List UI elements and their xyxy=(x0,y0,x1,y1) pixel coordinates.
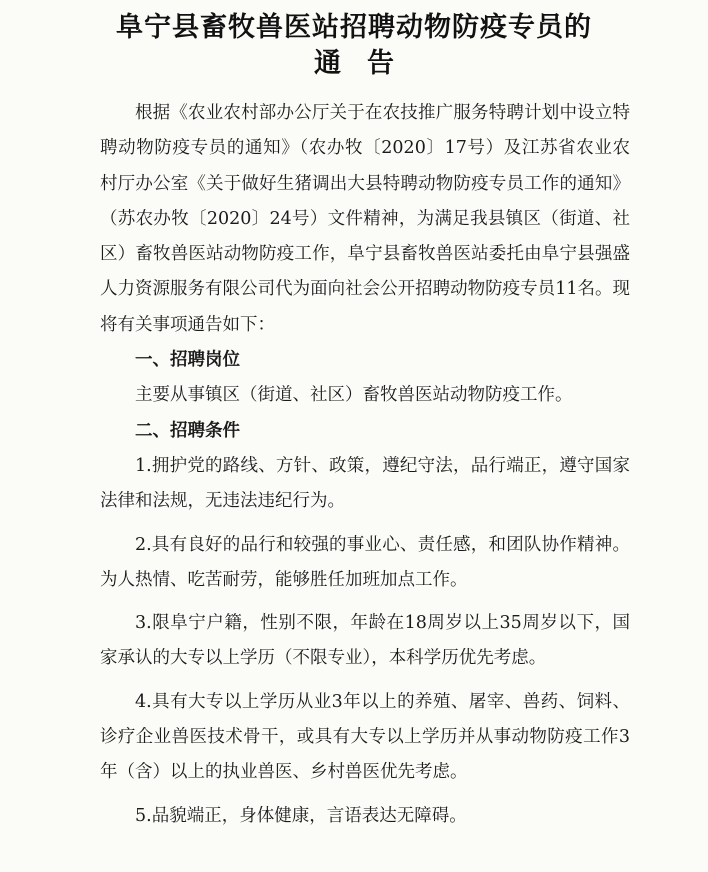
section-1-heading: 一、招聘岗位 xyxy=(135,350,240,371)
document-body xyxy=(0,82,708,834)
condition-item: 4.具有大专以上学历从业3年以上的养殖、屠宰、兽药、饲料、诊疗企业兽医技术骨干，或具有大专以上学历并从事动物防疫工作3年（含）以上的执业兽医、乡村兽医优先考虑。 xyxy=(100,691,630,783)
document-title xyxy=(0,0,708,82)
title-line-1: 阜宁县畜牧兽医站招聘动物防疫专员的 xyxy=(116,12,592,43)
condition-item: 1.拥护党的路线、方针、政策，遵纪守法，品行端正，遵守国家法律和法规，无违法违纪行为。 xyxy=(100,455,630,512)
section-2-heading: 二、招聘条件 xyxy=(135,420,240,441)
title-line-2: 通告 xyxy=(314,48,420,79)
condition-item: 5.品貌端正，身体健康，言语表达无障碍。 xyxy=(135,805,467,826)
intro-paragraph: 根据《农业农村部办公厅关于在农技推广服务特聘计划中设立特聘动物防疫专员的通知》（农办牧〔2020〕17号）及江苏省农业农村厅办公室《关于做好生猪调出大县特聘动物防疫专员工作的通知》（苏农办牧〔2020〕24号）文件精神，为满足我县镇区（街道、社区）畜牧兽医站动物防疫工作，阜宁县畜牧兽医站委托由阜宁县强盛人力资源服务有限公司代为面向社会公开招聘动物防疫专员11名。现将有关事项通告如下： xyxy=(100,103,630,335)
section-1-text: 主要从事镇区（街道、社区）畜牧兽医站动物防疫工作。 xyxy=(135,385,573,406)
condition-item: 2.具有良好的品行和较强的事业心、责任感，和团队协作精神。为人热情、吃苦耐劳，能够胜任加班加点工作。 xyxy=(100,534,630,590)
condition-item: 3.限阜宁户籍，性别不限，年龄在18周岁以上35周岁以下，国家承认的大专以上学历（不限专业），本科学历优先考虑。 xyxy=(100,613,630,669)
